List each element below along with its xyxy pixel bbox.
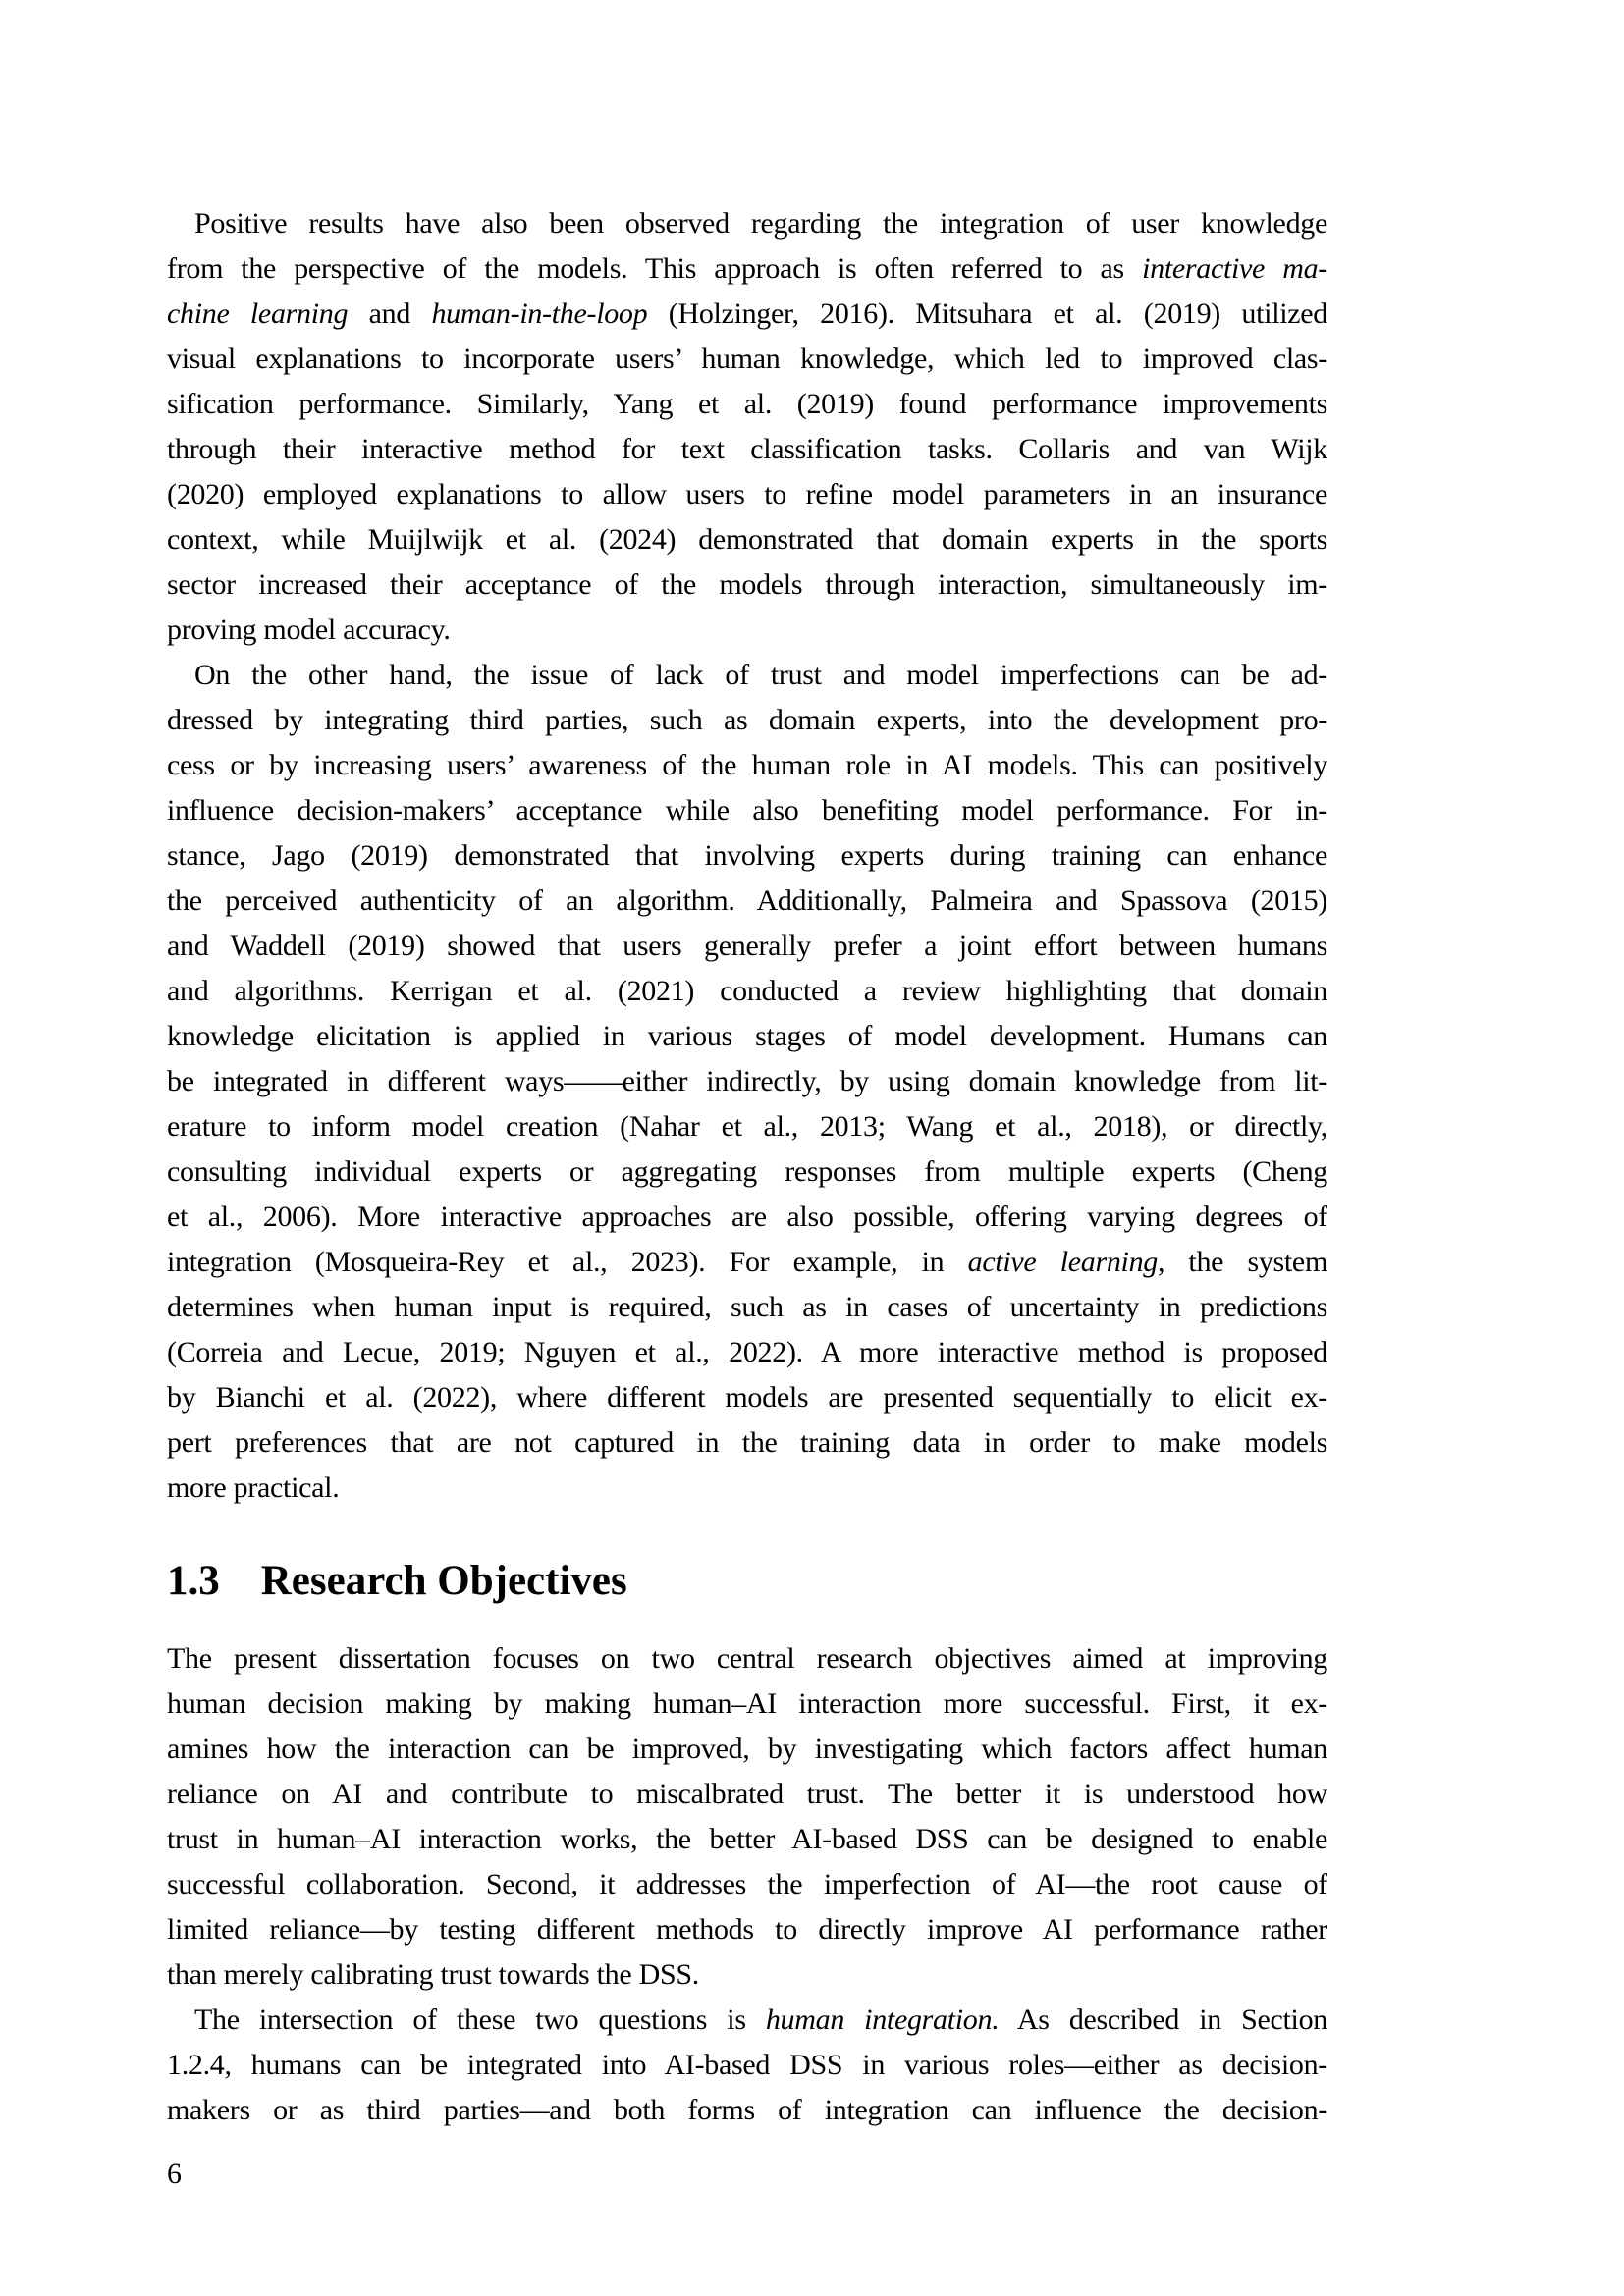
text-run: (Holzinger, 2016). Mitsuhara et al. (2019) utilized — [647, 297, 1327, 330]
text-run: context, while Muijlwijk et al. (2024) demonstrated that domain experts in the sports — [167, 523, 1327, 556]
text-line — [167, 1014, 1327, 1059]
section-title: Research Objectives — [260, 1558, 627, 1604]
text-run: 1.2.4, humans can be integrated into AI-based DSS in various roles—either as decision- — [167, 2049, 1327, 2081]
text-line — [167, 427, 1327, 472]
page-footer — [167, 2152, 182, 2197]
text-line — [167, 1998, 1327, 2043]
text-line — [167, 1195, 1327, 1240]
text-run: limited reliance—by testing different methods to directly improve AI performance rather — [167, 1913, 1327, 1946]
text-line — [167, 653, 1327, 698]
text-line — [167, 1907, 1327, 1952]
text-run: sector increased their acceptance of the models through interaction, simultaneously im- — [167, 568, 1327, 601]
page-number: 6 — [167, 2158, 182, 2190]
text-run: than merely calibrating trust towards the DSS. — [167, 1958, 699, 1991]
text-line — [167, 698, 1327, 743]
text-run: makers or as third parties—and both forms of integration can influence the decision- — [167, 2094, 1327, 2126]
text-line — [167, 1149, 1327, 1195]
paragraph — [167, 201, 1327, 653]
text-run: determines when human input is required, such as in cases of uncertainty in predictions — [167, 1291, 1327, 1323]
text-run: human decision making by making human–AI interaction more successful. First, it ex- — [167, 1687, 1327, 1720]
text-line — [167, 879, 1327, 924]
text-line — [167, 969, 1327, 1014]
text-line — [167, 924, 1327, 969]
emphasis-run: active learning — [967, 1246, 1158, 1278]
text-run: visual explanations to incorporate users’ human knowledge, which led to improved clas- — [167, 343, 1327, 375]
text-line — [167, 2043, 1327, 2088]
text-run: erature to inform model creation (Nahar et al., 2013; Wang et al., 2018), or directly, — [167, 1110, 1327, 1143]
text-run: and Waddell (2019) showed that users generally prefer a joint effort between humans — [167, 930, 1327, 962]
text-line — [167, 292, 1327, 337]
text-line — [167, 1420, 1327, 1466]
text-run: As described in Section — [999, 2003, 1327, 2036]
emphasis-run: human-in-the-loop — [431, 297, 648, 330]
text-line — [167, 1285, 1327, 1330]
text-run: the perceived authenticity of an algorithm. Additionally, Palmeira and Spassova (2015) — [167, 884, 1327, 917]
text-run: , the system — [1157, 1246, 1327, 1278]
text-run: On the other hand, the issue of lack of trust and model imperfections can be ad- — [194, 659, 1327, 691]
text-run: successful collaboration. Second, it addresses the imperfection of AI—the root cause of — [167, 1868, 1327, 1900]
text-line — [167, 1240, 1327, 1285]
text-run: cess or by increasing users’ awareness of the human role in AI models. This can positively — [167, 749, 1327, 781]
text-run: and algorithms. Kerrigan et al. (2021) conducted a review highlighting that domain — [167, 975, 1327, 1007]
text-run: by Bianchi et al. (2022), where different models are presented sequentially to elicit ex- — [167, 1381, 1327, 1414]
text-line — [167, 1375, 1327, 1420]
text-line — [167, 1104, 1327, 1149]
text-line — [167, 517, 1327, 562]
text-run: The present dissertation focuses on two central research objectives aimed at improving — [167, 1642, 1327, 1675]
text-run: dressed by integrating third parties, such as domain experts, into the development pro- — [167, 704, 1327, 736]
text-line — [167, 1772, 1327, 1817]
text-run: consulting individual experts or aggregating responses from multiple experts (Cheng — [167, 1155, 1327, 1188]
paragraph — [167, 1998, 1327, 2133]
text-line — [167, 246, 1327, 292]
text-run: The intersection of these two questions is — [194, 2003, 766, 2036]
text-line — [167, 788, 1327, 833]
text-run: et al., 2006). More interactive approaches are also possible, offering varying degrees of — [167, 1201, 1327, 1233]
text-run: (2020) employed explanations to allow users to refine model parameters in an insurance — [167, 478, 1327, 510]
text-line — [167, 1059, 1327, 1104]
text-line — [167, 1636, 1327, 1682]
text-line — [167, 1952, 1327, 1998]
text-run: trust in human–AI interaction works, the better AI-based DSS can be designed to enable — [167, 1823, 1327, 1855]
paragraph — [167, 1636, 1327, 1998]
text-line — [167, 1330, 1327, 1375]
text-line — [167, 2088, 1327, 2133]
text-line — [167, 1817, 1327, 1862]
text-line — [167, 382, 1327, 427]
text-run: from the perspective of the models. This approach is often referred to as — [167, 252, 1143, 285]
text-line — [167, 1727, 1327, 1772]
text-line — [167, 562, 1327, 608]
section-heading — [167, 1558, 1327, 1604]
text-run: Positive results have also been observed regarding the integration of user knowledge — [194, 207, 1327, 240]
text-line — [167, 833, 1327, 879]
text-line — [167, 1682, 1327, 1727]
paragraph — [167, 653, 1327, 1511]
text-run: (Correia and Lecue, 2019; Nguyen et al., 2022). A more interactive method is proposed — [167, 1336, 1327, 1368]
text-run: knowledge elicitation is applied in various stages of model development. Humans can — [167, 1020, 1327, 1052]
page-content — [167, 201, 1327, 2133]
text-run: pert preferences that are not captured in the training data in order to make models — [167, 1426, 1327, 1459]
text-line — [167, 608, 1327, 653]
text-run: amines how the interaction can be improved, by investigating which factors affect human — [167, 1733, 1327, 1765]
text-run: stance, Jago (2019) demonstrated that involving experts during training can enhance — [167, 839, 1327, 872]
emphasis-run: interactive ma- — [1142, 252, 1327, 285]
text-line — [167, 743, 1327, 788]
text-run: be integrated in different ways——either indirectly, by using domain knowledge from lit- — [167, 1065, 1327, 1097]
emphasis-run: human integration. — [765, 2003, 1000, 2036]
text-run: proving model accuracy. — [167, 614, 451, 646]
text-line — [167, 337, 1327, 382]
text-run: integration (Mosqueira-Rey et al., 2023). For example, in — [167, 1246, 968, 1278]
text-run: more practical. — [167, 1471, 340, 1504]
text-line — [167, 1466, 1327, 1511]
text-run: influence decision-makers’ acceptance while also benefiting model performance. For in- — [167, 794, 1327, 827]
text-line — [167, 472, 1327, 517]
section-number: 1.3 — [167, 1558, 220, 1604]
text-line — [167, 201, 1327, 246]
text-run: through their interactive method for text classification tasks. Collaris and van Wijk — [167, 433, 1327, 465]
text-run: and — [348, 297, 432, 330]
text-run: reliance on AI and contribute to miscalbrated trust. The better it is understood how — [167, 1778, 1327, 1810]
text-line — [167, 1862, 1327, 1907]
emphasis-run: chine learning — [167, 297, 349, 330]
text-run: sification performance. Similarly, Yang et al. (2019) found performance improvements — [167, 388, 1327, 420]
